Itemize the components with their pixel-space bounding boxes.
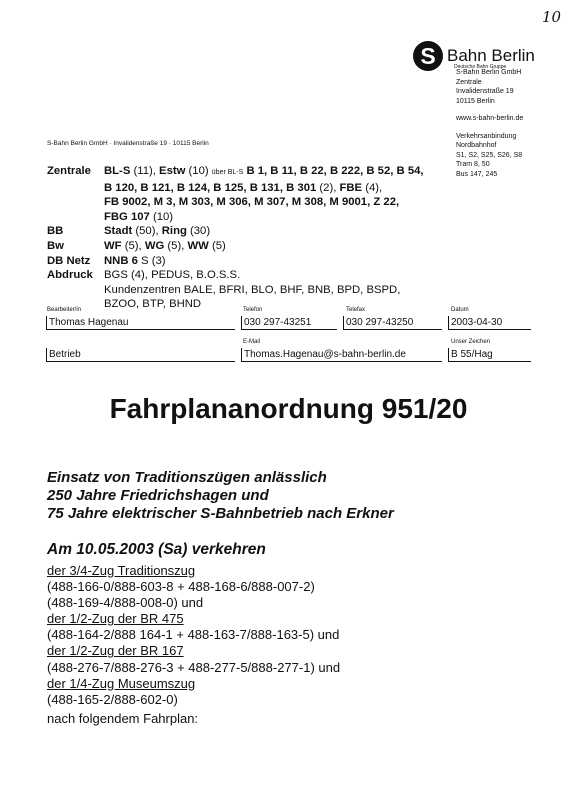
train-vehicles: (488-164-2/888 164-1 + 488-163-7/888-163-5) und xyxy=(47,627,340,643)
dist-entry: FB 9002, M 3, M 303, M 306, M 307, M 308, M 9001, Z 22, xyxy=(104,196,400,209)
dist-entry: FBE xyxy=(339,181,363,194)
subtitle-line: Einsatz von Traditionszügen anlässlich xyxy=(47,469,327,486)
dist-count: (5), xyxy=(121,239,145,252)
dist-entry: WF xyxy=(104,239,122,252)
date-heading: Am 10.05.2003 (Sa) verkehren xyxy=(47,541,266,558)
dist-entry: Stadt xyxy=(104,225,133,238)
dist-entry: Estw xyxy=(159,165,186,177)
dist-entry: B 1, B 11, B 22, B 222, B 52, B 54, xyxy=(243,165,424,177)
dist-count: S (3) xyxy=(137,254,166,267)
address-line: Tram 8, 50 xyxy=(456,161,490,168)
dist-count: (2), xyxy=(316,181,340,194)
dist-count: (10) xyxy=(149,210,174,223)
page-number: 10 xyxy=(542,8,562,26)
dist-count: (5), xyxy=(164,239,188,252)
telefon-value: 030 297-43251 xyxy=(241,316,337,330)
zeichen-label: Unser Zeichen xyxy=(451,339,491,345)
dist-entry: WG xyxy=(144,239,165,252)
dist-entry: B 120, B 121, B 124, B 125, B 131, B 301 xyxy=(104,181,317,194)
dist-line: BGS (4), PEDUS, B.O.S.S. xyxy=(104,269,241,282)
dist-label-bw: Bw xyxy=(47,239,64,252)
email-label: E-Mail xyxy=(243,339,261,345)
train-list xyxy=(47,563,340,727)
company-address xyxy=(456,68,523,179)
telefax-value: 030 297-43250 xyxy=(343,316,442,330)
dist-entry: Ring xyxy=(161,225,187,238)
telefax-label: Telefax xyxy=(346,307,366,313)
email-value: Thomas.Hagenau@s-bahn-berlin.de xyxy=(241,348,442,362)
dist-label-bb: BB xyxy=(47,225,64,238)
dist-count: (5) xyxy=(208,239,226,252)
zeichen-value: B 55/Hag xyxy=(448,348,531,362)
dist-label-abdruck: Abdruck xyxy=(47,269,93,282)
train-vehicles: (488-169-4/888-008-0) und xyxy=(47,595,204,611)
dist-entry: NNB 6 xyxy=(104,254,138,267)
address-line: S1, S2, S25, S26, S8 xyxy=(456,151,523,159)
sender-line: S-Bahn Berlin GmbH · Invalidenstraße 19 · 10115 Berlin xyxy=(47,140,209,147)
datum-value: 2003-04-30 xyxy=(448,316,531,330)
address-website: www.s-bahn-berlin.de xyxy=(456,115,524,122)
dist-label-dbnetz: DB Netz xyxy=(47,254,91,267)
sbahn-logo-icon: S xyxy=(413,41,443,71)
betrieb-value: Betrieb xyxy=(46,348,235,362)
address-line: Nordbahnhof xyxy=(456,142,497,149)
subtitle-line: 250 Jahre Friedrichshagen und xyxy=(47,487,269,504)
telefon-label: Telefon xyxy=(243,307,263,313)
dist-count: (10) xyxy=(185,165,212,177)
dist-count: (11), xyxy=(130,165,160,177)
train-heading: der 1/2-Zug der BR 167 xyxy=(47,643,184,659)
train-vehicles: (488-276-7/888-276-3 + 488-277-5/888-277-1) und xyxy=(47,659,341,675)
address-line: 10115 Berlin xyxy=(456,97,495,105)
document-subtitle xyxy=(47,469,394,523)
closing-line: nach folgendem Fahrplan: xyxy=(47,710,199,726)
address-line: S-Bahn Berlin GmbH xyxy=(456,69,522,76)
logo-tagline: Deutsche Bahn Gruppe xyxy=(454,64,507,70)
dist-count: (4), xyxy=(362,181,383,194)
distribution-list xyxy=(47,164,474,312)
address-line: Bus 147, 245 xyxy=(456,170,498,178)
dist-entry: WW xyxy=(187,239,209,252)
dist-entry: BL-S xyxy=(104,165,131,177)
train-vehicles: (488-165-2/888-602-0) xyxy=(47,691,178,707)
document-title: Fahrplananordnung 951/20 xyxy=(109,393,468,424)
address-line: Invalidenstraße 19 xyxy=(456,88,514,95)
logo-name: Bahn Berlin xyxy=(447,46,535,65)
dist-line: BZOO, BTP, BHND xyxy=(104,298,202,311)
dist-line: Kundenzentren BALE, BFRI, BLO, BHF, BNB, BPD, BSPD, xyxy=(104,283,401,296)
dist-count: (50), xyxy=(132,225,162,238)
train-heading: der 1/4-Zug Museumszug xyxy=(47,675,196,691)
address-line: Verkehrsanbindung xyxy=(456,132,517,140)
subtitle-line: 75 Jahre elektrischer S-Bahnbetrieb nach Erkner xyxy=(47,505,394,522)
train-vehicles: (488-166-0/888-603-8 + 488-168-6/888-007-2) xyxy=(47,579,315,595)
datum-label: Datum xyxy=(451,307,469,313)
bearbeiter-label: Bearbeiter/in xyxy=(47,307,82,313)
dist-note: über BL-S xyxy=(211,169,244,176)
address-line: Zentrale xyxy=(456,78,482,86)
dist-count: (30) xyxy=(186,225,211,238)
bearbeiter-value: Thomas Hagenau xyxy=(46,316,235,330)
dist-entry: FBG 107 xyxy=(104,210,150,223)
dist-label-zentrale: Zentrale xyxy=(47,165,91,177)
train-heading: der 1/2-Zug der BR 475 xyxy=(47,611,184,627)
train-heading: der 3/4-Zug Traditionszug xyxy=(47,563,196,578)
